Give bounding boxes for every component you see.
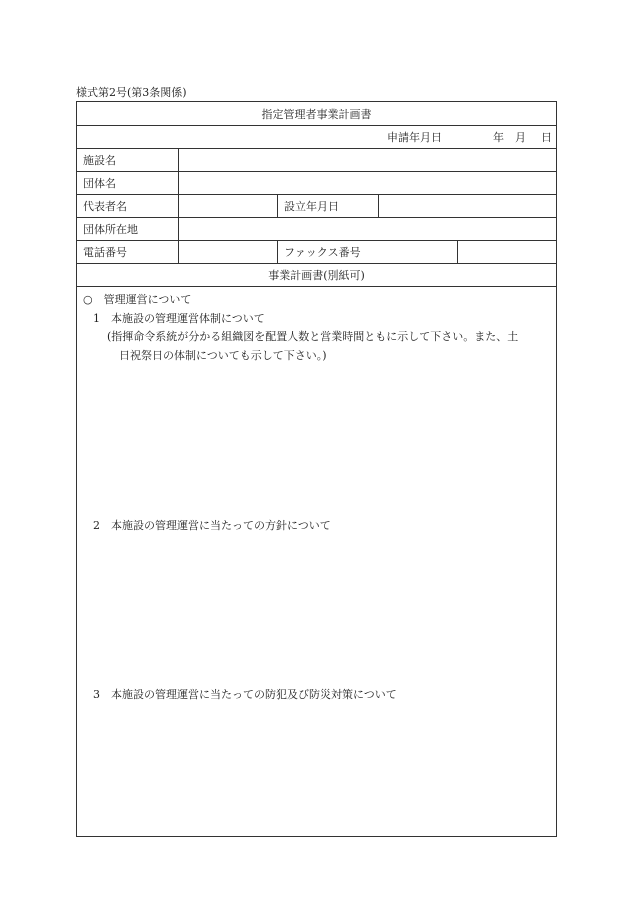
application-date-month[interactable]: 月 xyxy=(515,130,526,144)
form-number: 様式第2号(第3条関係) xyxy=(76,86,187,99)
organization-address-row xyxy=(77,217,556,241)
item-1-note-line1: (指揮命令系統が分かる組織図を配置人数と営業時間ともに示して下さい。また、土 xyxy=(107,330,519,343)
representative-row xyxy=(77,194,556,218)
plan-header: 事業計画書(別紙可) xyxy=(268,268,365,282)
section-heading: ○ 管理運営について xyxy=(83,293,192,306)
phone-fax-row xyxy=(77,240,556,264)
phone-number-input[interactable] xyxy=(178,240,277,263)
organization-name-input[interactable] xyxy=(178,171,556,194)
representative-name-input[interactable] xyxy=(178,194,277,217)
application-date-day[interactable]: 日 xyxy=(541,130,552,144)
organization-name-row xyxy=(77,171,556,195)
fax-number-label-cell xyxy=(277,240,457,263)
fax-number-input[interactable] xyxy=(457,240,556,263)
phone-number-label: 電話番号 xyxy=(83,245,127,259)
application-date-year[interactable]: 年 xyxy=(493,130,504,144)
item-1-note-line2: 日祝祭日の体制についても示して下さい。) xyxy=(119,349,327,362)
form-title: 指定管理者事業計画書 xyxy=(261,107,372,121)
organization-address-label: 団体所在地 xyxy=(83,222,138,236)
item-1-heading: 1 本施設の管理運営体制について xyxy=(93,312,265,325)
application-date-row xyxy=(77,125,556,149)
established-date-input[interactable] xyxy=(378,194,556,217)
established-date-label: 設立年月日 xyxy=(284,199,339,213)
established-date-label-cell xyxy=(277,194,378,217)
organization-address-input[interactable] xyxy=(178,217,556,240)
business-plan-form xyxy=(76,101,557,837)
plan-body[interactable] xyxy=(77,286,556,836)
title-row xyxy=(77,102,556,126)
representative-name-label: 代表者名 xyxy=(83,199,127,213)
facility-name-input[interactable] xyxy=(178,148,556,171)
application-date-label: 申請年月日 xyxy=(387,130,442,144)
facility-name-label: 施設名 xyxy=(83,153,116,167)
plan-header-row xyxy=(77,263,556,287)
item-2-heading: 2 本施設の管理運営に当たっての方針について xyxy=(93,519,331,532)
item-3-heading: 3 本施設の管理運営に当たっての防犯及び防災対策について xyxy=(93,688,397,701)
organization-name-label: 団体名 xyxy=(83,176,116,190)
facility-name-row xyxy=(77,148,556,172)
fax-number-label: ファックス番号 xyxy=(284,245,361,259)
